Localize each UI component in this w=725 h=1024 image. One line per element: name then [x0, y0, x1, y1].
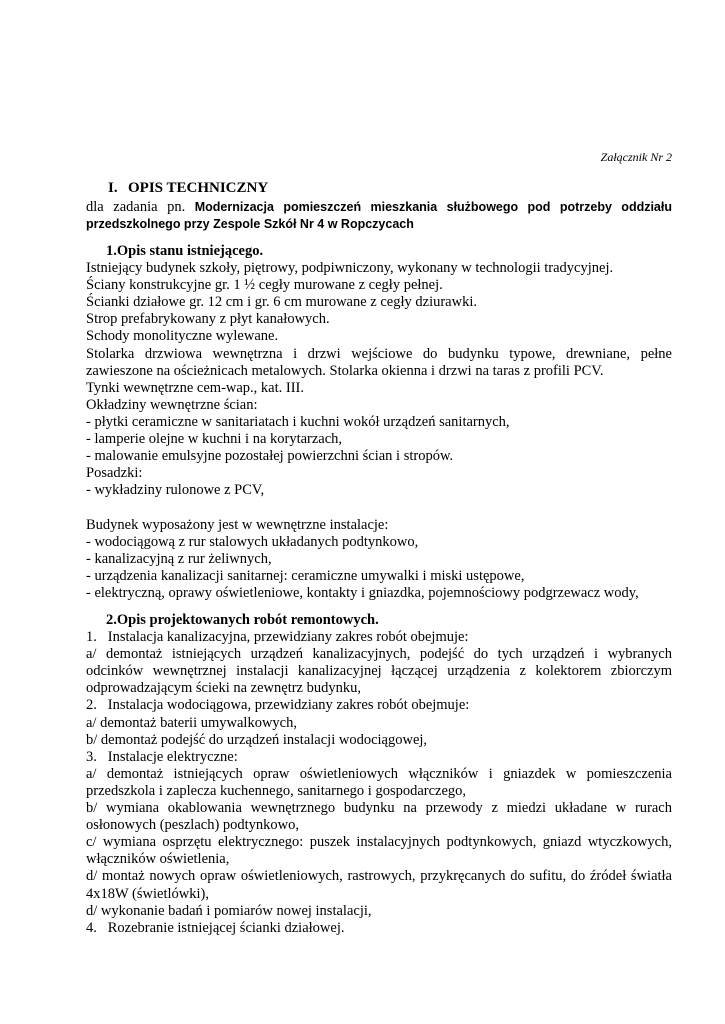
- annex-label: Załącznik Nr 2: [600, 150, 672, 164]
- list-item: 2. Instalacja wodociągowa, przewidziany zakres robót obejmuje:: [86, 697, 470, 714]
- paragraph-line: Tynki wewnętrzne cem-wap., kat. III.: [86, 379, 305, 396]
- list-item: - kanalizacyjną z rur żeliwnych,: [86, 550, 272, 567]
- list-item: c/ wymiana osprzętu elektrycznego: puszek instalacyjnych podtynkowych, gniazd wtyczkowych,: [86, 834, 672, 851]
- section-existing-state: [86, 243, 672, 602]
- paragraph-line: Ścianki działowe gr. 12 cm i gr. 6 cm murowane z cegły dziurawki.: [86, 294, 477, 311]
- list-item: a/ demontaż istniejących urządzeń kanalizacyjnych, podejść do tych urządzeń i wybranych: [86, 646, 672, 663]
- list-item: - wykładziny rulonowe z PCV,: [86, 482, 265, 499]
- paragraph-line: osłonowych (peszlach) podtynkowo,: [86, 817, 300, 834]
- list-item: - płytki ceramiczne w sanitariatach i kuchni wokół urządzeń sanitarnych,: [86, 413, 510, 430]
- list-item: - urządzenia kanalizacji sanitarnej: ceramiczne umywalki i miski ustępowe,: [86, 567, 525, 584]
- list-item: a/ demontaż istniejących opraw oświetleniowych włączników i gniazdek w pomieszczenia: [86, 765, 672, 782]
- list-item: d/ montaż nowych opraw oświetleniowych, rastrowych, przykręcanych do sufitu, do źródeł światła: [86, 868, 672, 885]
- list-item: 4. Rozebranie istniejącej ścianki działowej.: [86, 919, 345, 936]
- paragraph-line: odprowadzającym ścieki na zewnętrz budynku,: [86, 680, 361, 697]
- paragraph-line: Strop prefabrykowany z płyt kanałowych.: [86, 311, 330, 328]
- paragraph-line: Budynek wyposażony jest w wewnętrzne instalacje:: [86, 516, 389, 533]
- title-text: OPIS TECHNICZNY: [128, 180, 269, 196]
- task-name-line1: Modernizacja pomieszczeń mieszkania służbowego pod potrzeby oddziału: [194, 200, 672, 214]
- list-item: b/ wymiana okablowania wewnętrznego budynku na przewody z miedzi układane w rurach: [86, 800, 672, 817]
- task-name-line2: przedszkolnego przy Zespole Szkół Nr 4 w Ropczycach: [86, 217, 414, 231]
- list-item: 1. Instalacja kanalizacyjna, przewidziany zakres robót obejmuje:: [86, 629, 469, 646]
- blank-line: [86, 499, 672, 516]
- paragraph-line: zawieszone na ościeżnicach metalowych. Stolarka okienna i drzwi na taras z profili PCV.: [86, 362, 604, 379]
- paragraph-line: włączników oświetlenia,: [86, 851, 230, 868]
- paragraph-line: odcinków wewnętrznej instalacji kanalizacyjnej łączącej urządzenia z kolektorem zbiorczym: [86, 663, 672, 680]
- paragraph-line: Okładziny wewnętrzne ścian:: [86, 396, 258, 413]
- list-item: - elektryczną, oprawy oświetleniowe, kontakty i gniazdka, pojemnościowy podgrzewacz wody,: [86, 584, 639, 601]
- list-item: b/ demontaż podejść do urządzeń instalacji wodociągowej,: [86, 731, 428, 748]
- paragraph-line: przedszkola i zaplecza kuchennego, sanitarnego i gospodarczego,: [86, 782, 467, 799]
- document-title: [108, 180, 268, 197]
- paragraph-line: Stolarka drzwiowa wewnętrzna i drzwi wejściowe do budynku typowe, drewniane, pełne: [86, 345, 672, 362]
- list-item: - wodociągową z rur stalowych układanych podtynkowo,: [86, 533, 419, 550]
- section-planned-works: [86, 612, 672, 937]
- section1-heading: 1.Opis stanu istniejącego.: [106, 243, 264, 259]
- task-prefix: dla zadania pn.: [86, 199, 186, 215]
- list-item: - malowanie emulsyjne pozostałej powierzchni ścian i stropów.: [86, 448, 454, 465]
- paragraph-line: Istniejący budynek szkoły, piętrowy, podpiwniczony, wykonany w technologii tradycyjnej.: [86, 260, 614, 277]
- list-item: d/ wykonanie badań i pomiarów nowej instalacji,: [86, 902, 372, 919]
- task-description: [86, 199, 672, 233]
- paragraph-line: Posadzki:: [86, 465, 143, 482]
- list-item: - lamperie olejne w kuchni i na korytarzach,: [86, 431, 343, 448]
- paragraph-line: 4x18W (świetlówki),: [86, 885, 209, 902]
- section2-heading: 2.Opis projektowanych robót remontowych.: [106, 612, 379, 628]
- paragraph-line: Schody monolityczne wylewane.: [86, 328, 279, 345]
- list-item: 3. Instalacje elektryczne:: [86, 748, 238, 765]
- title-number: I.: [108, 180, 118, 196]
- paragraph-line: Ściany konstrukcyjne gr. 1 ½ cegły murowane z cegły pełnej.: [86, 277, 443, 294]
- list-item: a/ demontaż baterii umywalkowych,: [86, 714, 297, 731]
